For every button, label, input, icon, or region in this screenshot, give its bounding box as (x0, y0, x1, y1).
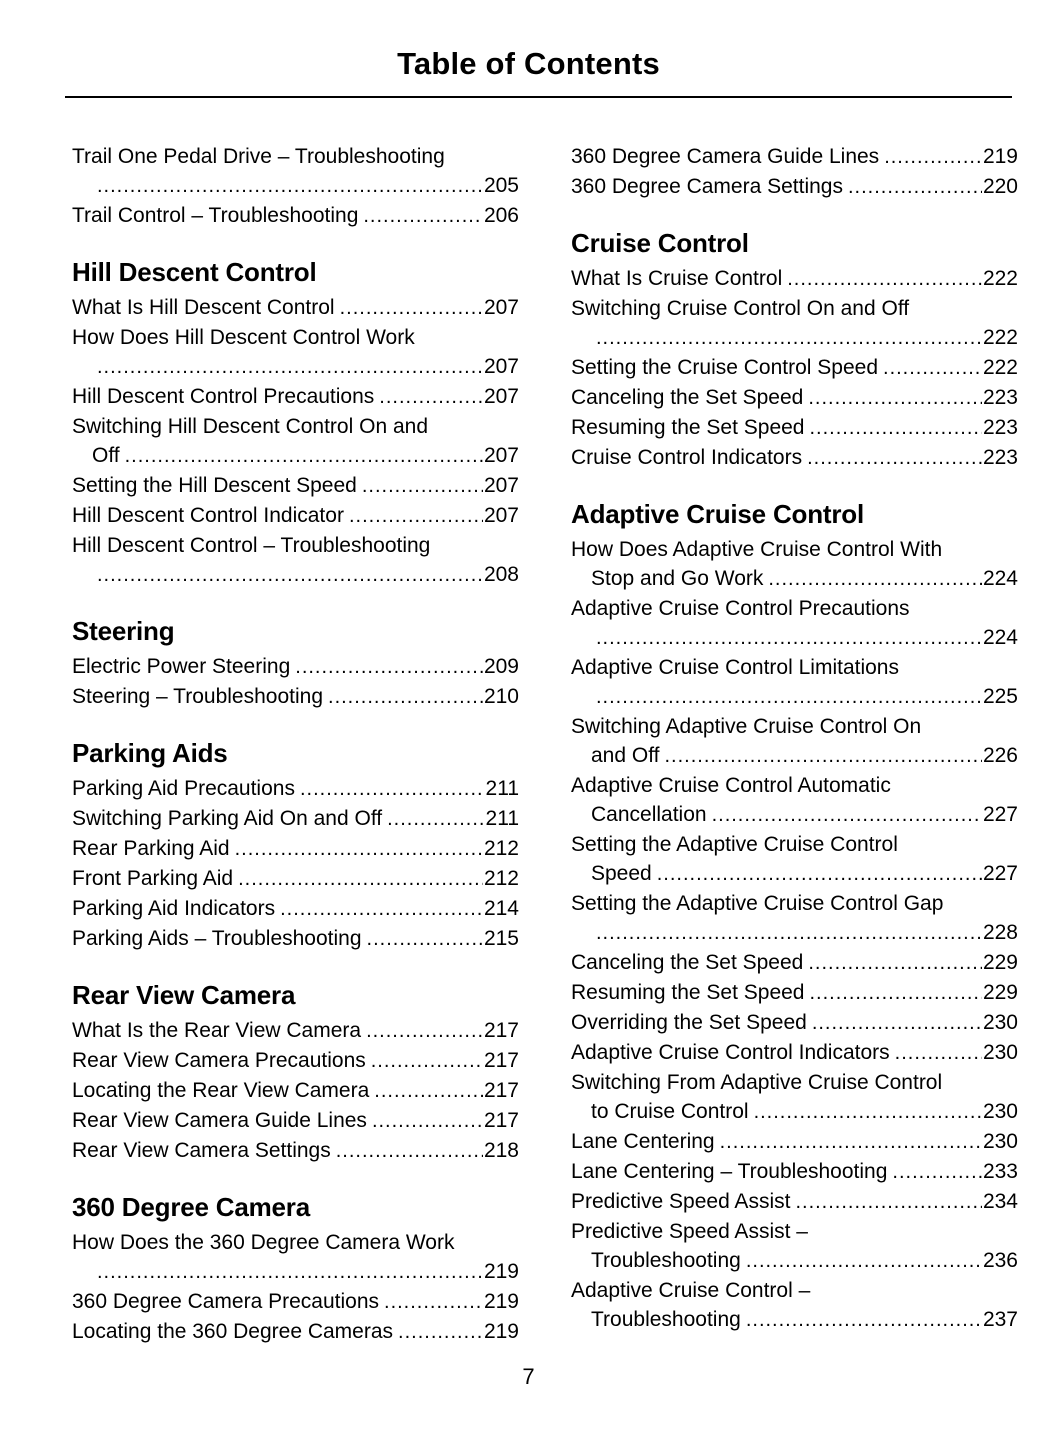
dot-leader (362, 471, 483, 501)
toc-entry-line (72, 1016, 519, 1046)
toc-entry-line (571, 1246, 1018, 1276)
toc-entry-line (72, 864, 519, 894)
toc-entry[interactable] (72, 1287, 519, 1317)
entry-page-number: 233 (982, 1160, 1018, 1183)
toc-entry[interactable] (571, 830, 1018, 889)
entry-title-text: Switching Parking Aid On and Off (72, 807, 383, 830)
entry-title-text: Locating the Rear View Camera (72, 1079, 370, 1102)
toc-entry-line (72, 560, 519, 590)
dot-leader (596, 623, 982, 653)
entry-page-number: 229 (982, 951, 1018, 974)
toc-entry[interactable] (571, 1127, 1018, 1157)
dot-leader (97, 1257, 483, 1287)
toc-entry-line (72, 201, 519, 231)
toc-entry-line (571, 1038, 1018, 1068)
entry-title-text: Parking Aid Indicators (72, 897, 276, 920)
toc-entry-line (571, 564, 1018, 594)
entry-title-text: Switching Cruise Control On and Off (571, 297, 910, 320)
toc-entry-line (571, 682, 1018, 712)
dot-leader (367, 924, 483, 954)
dot-leader (665, 741, 982, 771)
toc-entry[interactable] (72, 201, 519, 231)
toc-entry[interactable] (72, 1317, 519, 1347)
entry-page-number: 209 (483, 655, 519, 678)
entry-title-text: Resuming the Set Speed (571, 981, 805, 1004)
toc-entry-line (571, 918, 1018, 948)
toc-entry-line (72, 924, 519, 954)
toc-entry-line (72, 1076, 519, 1106)
toc-entry-line (72, 1317, 519, 1347)
entry-page-number: 223 (982, 416, 1018, 439)
dot-leader (809, 978, 981, 1008)
dot-leader (884, 142, 982, 172)
dot-leader (596, 918, 982, 948)
dot-leader (808, 948, 982, 978)
entry-title-text: Lane Centering (571, 1130, 715, 1153)
section-heading: Hill Descent Control (72, 257, 317, 287)
entry-page-number: 222 (982, 356, 1018, 379)
entry-page-number: 217 (483, 1109, 519, 1132)
entry-page-number: 212 (483, 837, 519, 860)
entry-title-text: Switching From Adaptive Cruise Control (571, 1071, 943, 1094)
entry-page-number: 234 (982, 1190, 1018, 1213)
toc-entry-line (72, 804, 519, 834)
toc-entry-line (571, 948, 1018, 978)
dot-leader (596, 682, 982, 712)
toc-entry-line (571, 1187, 1018, 1217)
toc-entry[interactable] (72, 531, 519, 590)
dot-leader (809, 413, 981, 443)
toc-entry-line (72, 293, 519, 323)
toc-entry-line (571, 978, 1018, 1008)
toc-entry-line (571, 800, 1018, 830)
toc-entry[interactable] (72, 894, 519, 924)
toc-entry[interactable] (571, 264, 1018, 294)
entry-page-number: 223 (982, 386, 1018, 409)
toc-entry-line (72, 834, 519, 864)
entry-page-number: 236 (982, 1249, 1018, 1272)
entry-title-text: Predictive Speed Assist (571, 1190, 791, 1213)
section-heading: Steering (72, 616, 175, 646)
dot-leader (883, 353, 982, 383)
entry-title-text: Troubleshooting (591, 1308, 741, 1331)
entry-page-number: 207 (483, 355, 519, 378)
entry-page-number: 211 (485, 807, 519, 830)
dot-leader (300, 774, 485, 804)
entry-page-number: 205 (483, 174, 519, 197)
entry-title-text: Adaptive Cruise Control – (571, 1279, 811, 1302)
entry-page-number: 211 (485, 777, 519, 800)
entry-title-text: Steering – Troubleshooting (72, 685, 324, 708)
dot-leader (374, 1076, 483, 1106)
entry-title-text: to Cruise Control (591, 1100, 749, 1123)
toc-entry-line (72, 171, 519, 201)
page-number: 7 (522, 1364, 535, 1389)
entry-title-text: Parking Aid Precautions (72, 777, 295, 800)
toc-entry-line (571, 383, 1018, 413)
entry-page-number: 217 (483, 1019, 519, 1042)
entry-page-number: 206 (483, 204, 519, 227)
entry-title-text: Off (92, 444, 120, 467)
toc-entry-line (571, 413, 1018, 443)
entry-page-number: 207 (483, 444, 519, 467)
dot-leader (746, 1305, 982, 1335)
entry-title-text: Rear Parking Aid (72, 837, 230, 860)
page-header (0, 0, 1057, 98)
toc-entry[interactable] (571, 172, 1018, 202)
toc-entry[interactable] (72, 1136, 519, 1166)
entry-title-text: What Is Cruise Control (571, 267, 783, 290)
dot-leader (768, 564, 982, 594)
dot-leader (808, 383, 982, 413)
toc-entry[interactable] (72, 323, 519, 382)
toc-entry-line (72, 1106, 519, 1136)
entry-title-text: Hill Descent Control – Troubleshooting (72, 534, 431, 557)
toc-entry[interactable] (571, 1276, 1018, 1335)
toc-entry[interactable] (72, 382, 519, 412)
entry-page-number: 207 (483, 296, 519, 319)
toc-entry-line (571, 741, 1018, 771)
toc-entry[interactable] (571, 771, 1018, 830)
entry-page-number: 208 (483, 563, 519, 586)
dot-leader (97, 352, 483, 382)
entry-page-number: 219 (483, 1260, 519, 1283)
toc-entry[interactable] (571, 294, 1018, 353)
toc-entry-line (72, 441, 519, 471)
section-heading: Rear View Camera (72, 980, 296, 1010)
toc-entry[interactable] (571, 1008, 1018, 1038)
entry-title-text: Setting the Adaptive Cruise Control (571, 833, 898, 856)
entry-title-text: Cancellation (591, 803, 707, 826)
dot-leader (336, 1136, 483, 1166)
toc-entry-line (571, 830, 1018, 859)
toc-entry[interactable] (571, 948, 1018, 978)
entry-page-number: 230 (982, 1011, 1018, 1034)
toc-entry[interactable] (571, 1068, 1018, 1127)
toc-entry-line (571, 1276, 1018, 1305)
entry-page-number: 228 (982, 921, 1018, 944)
toc-entry-line (72, 1228, 519, 1257)
toc-entry-line (571, 264, 1018, 294)
entry-page-number: 210 (483, 685, 519, 708)
entry-page-number: 212 (483, 867, 519, 890)
entry-page-number: 219 (483, 1320, 519, 1343)
entry-page-number: 217 (483, 1079, 519, 1102)
toc-entry[interactable] (571, 413, 1018, 443)
toc-entry-line (571, 323, 1018, 353)
entry-page-number: 230 (982, 1130, 1018, 1153)
section-heading: Adaptive Cruise Control (571, 499, 864, 529)
entry-title-text: Switching Hill Descent Control On and (72, 415, 428, 438)
toc-entry-line (72, 894, 519, 924)
entry-title-text: 360 Degree Camera Settings (571, 175, 843, 198)
entry-title-text: 360 Degree Camera Precautions (72, 1290, 380, 1313)
dot-leader (235, 834, 483, 864)
toc-entry-line (72, 412, 519, 441)
entry-page-number: 222 (982, 267, 1018, 290)
entry-title-text: Stop and Go Work (591, 567, 764, 590)
toc-column-2 (571, 142, 1018, 1347)
toc-entry-line (571, 172, 1018, 202)
dot-leader (720, 1127, 982, 1157)
toc-entry-line (72, 382, 519, 412)
entry-page-number: 230 (982, 1100, 1018, 1123)
entry-page-number: 223 (982, 446, 1018, 469)
dot-leader (848, 172, 982, 202)
entry-title-text: Troubleshooting (591, 1249, 741, 1272)
entry-title-text: How Does Hill Descent Control Work (72, 326, 415, 349)
toc-entry-line (571, 294, 1018, 323)
dot-leader (787, 264, 982, 294)
dot-leader (712, 800, 982, 830)
toc-entry-line (571, 889, 1018, 918)
toc-entry-line (571, 1157, 1018, 1187)
entry-title-text: Hill Descent Control Precautions (72, 385, 375, 408)
toc-entry-line (72, 682, 519, 712)
toc-entry-line (72, 1136, 519, 1166)
entry-page-number: 207 (483, 474, 519, 497)
toc-entry-line (571, 1097, 1018, 1127)
toc-entry[interactable] (72, 1076, 519, 1106)
entry-title-text: Adaptive Cruise Control Precautions (571, 597, 910, 620)
toc-entry[interactable] (571, 1187, 1018, 1217)
dot-leader (746, 1246, 982, 1276)
entry-title-text: How Does the 360 Degree Camera Work (72, 1231, 455, 1254)
toc-entry[interactable] (72, 1046, 519, 1076)
entry-page-number: 217 (483, 1049, 519, 1072)
toc-entry[interactable] (571, 383, 1018, 413)
page-title: Table of Contents (397, 46, 660, 81)
entry-page-number: 226 (982, 744, 1018, 767)
entry-title-text: Rear View Camera Precautions (72, 1049, 366, 1072)
toc-entry[interactable] (571, 1038, 1018, 1068)
dot-leader (812, 1008, 982, 1038)
dot-leader (398, 1317, 483, 1347)
toc-entry-line (72, 352, 519, 382)
entry-title-text: Switching Adaptive Cruise Control On (571, 715, 922, 738)
dot-leader (795, 1187, 982, 1217)
toc-entry[interactable] (72, 804, 519, 834)
toc-entry-line (571, 1305, 1018, 1335)
toc-entry-line (72, 142, 519, 171)
entry-title-text: 360 Degree Camera Guide Lines (571, 145, 880, 168)
entry-title-text: Canceling the Set Speed (571, 386, 804, 409)
toc-entry-line (571, 1217, 1018, 1246)
entry-title-text: Setting the Cruise Control Speed (571, 356, 879, 379)
dot-leader (97, 560, 483, 590)
toc-entry-line (571, 142, 1018, 172)
entry-page-number: 224 (982, 567, 1018, 590)
toc-entry[interactable] (571, 653, 1018, 712)
entry-page-number: 227 (982, 803, 1018, 826)
entry-title-text: What Is Hill Descent Control (72, 296, 335, 319)
entry-title-text: Adaptive Cruise Control Automatic (571, 774, 891, 797)
toc-entry-line (571, 443, 1018, 473)
toc-entry-line (72, 531, 519, 560)
entry-page-number: 207 (483, 385, 519, 408)
dot-leader (280, 894, 483, 924)
toc-entry[interactable] (72, 412, 519, 471)
entry-page-number: 214 (483, 897, 519, 920)
toc-entry-line (72, 1287, 519, 1317)
dot-leader (328, 682, 483, 712)
toc-entry[interactable] (72, 1106, 519, 1136)
entry-title-text: Overriding the Set Speed (571, 1011, 807, 1034)
dot-leader (754, 1097, 982, 1127)
entry-page-number: 225 (982, 685, 1018, 708)
toc-entry[interactable] (72, 1228, 519, 1287)
entry-page-number: 224 (982, 626, 1018, 649)
toc-entry-line (571, 535, 1018, 564)
toc-entry-line (72, 323, 519, 352)
toc-entry-line (571, 594, 1018, 623)
toc-entry[interactable] (72, 1016, 519, 1046)
toc-entry[interactable] (571, 353, 1018, 383)
toc-entry[interactable] (72, 924, 519, 954)
entry-title-text: Rear View Camera Guide Lines (72, 1109, 367, 1132)
dot-leader (895, 1038, 982, 1068)
toc-entry[interactable] (72, 293, 519, 323)
toc-columns (0, 98, 1057, 1347)
toc-entry[interactable] (72, 501, 519, 531)
toc-entry-line (571, 771, 1018, 800)
toc-entry-line (571, 1008, 1018, 1038)
dot-leader (657, 859, 982, 889)
toc-entry-line (571, 353, 1018, 383)
toc-entry[interactable] (72, 864, 519, 894)
entry-page-number: 220 (982, 175, 1018, 198)
entry-page-number: 237 (982, 1308, 1018, 1331)
dot-leader (596, 323, 982, 353)
toc-column-1 (72, 142, 519, 1347)
entry-title-text: Canceling the Set Speed (571, 951, 804, 974)
dot-leader (340, 293, 483, 323)
entry-title-text: Electric Power Steering (72, 655, 291, 678)
entry-title-text: Setting the Hill Descent Speed (72, 474, 357, 497)
entry-title-text: What Is the Rear View Camera (72, 1019, 362, 1042)
toc-entry[interactable] (571, 1157, 1018, 1187)
section-heading: Parking Aids (72, 738, 228, 768)
entry-title-text: Rear View Camera Settings (72, 1139, 331, 1162)
toc-entry[interactable] (72, 834, 519, 864)
toc-entry[interactable] (571, 978, 1018, 1008)
toc-entry-line (72, 1257, 519, 1287)
entry-title-text: How Does Adaptive Cruise Control With (571, 538, 943, 561)
entry-title-text: Trail One Pedal Drive – Troubleshooting (72, 145, 445, 168)
toc-entry-line (72, 501, 519, 531)
entry-title-text: Cruise Control Indicators (571, 446, 803, 469)
toc-entry[interactable] (571, 889, 1018, 948)
toc-entry[interactable] (72, 652, 519, 682)
toc-entry-line (571, 623, 1018, 653)
dot-leader (379, 382, 483, 412)
toc-entry-line (72, 652, 519, 682)
entry-page-number: 229 (982, 981, 1018, 1004)
toc-entry[interactable] (571, 712, 1018, 771)
entry-page-number: 222 (982, 326, 1018, 349)
toc-entry[interactable] (571, 443, 1018, 473)
entry-title-text: Adaptive Cruise Control Limitations (571, 656, 899, 679)
toc-entry-line (571, 653, 1018, 682)
entry-title-text: Parking Aids – Troubleshooting (72, 927, 362, 950)
entry-page-number: 215 (483, 927, 519, 950)
dot-leader (125, 441, 483, 471)
entry-title-text: and Off (591, 744, 660, 767)
toc-entry-line (571, 859, 1018, 889)
entry-title-text: Front Parking Aid (72, 867, 234, 890)
toc-entry[interactable] (571, 1217, 1018, 1276)
entry-page-number: 219 (483, 1290, 519, 1313)
toc-entry[interactable] (72, 142, 519, 201)
toc-entry-line (571, 1068, 1018, 1097)
dot-leader (892, 1157, 982, 1187)
section-heading: Cruise Control (571, 228, 749, 258)
toc-entry-line (72, 471, 519, 501)
dot-leader (363, 201, 483, 231)
dot-leader (238, 864, 483, 894)
entry-page-number: 207 (483, 504, 519, 527)
toc-entry-line (571, 1127, 1018, 1157)
toc-entry[interactable] (72, 774, 519, 804)
entry-title-text: Trail Control – Troubleshooting (72, 204, 359, 227)
dot-leader (387, 804, 484, 834)
toc-entry[interactable] (571, 594, 1018, 653)
entry-title-text: Resuming the Set Speed (571, 416, 805, 439)
toc-entry[interactable] (571, 142, 1018, 172)
entry-title-text: Lane Centering – Troubleshooting (571, 1160, 888, 1183)
toc-entry-line (72, 1046, 519, 1076)
section-heading: 360 Degree Camera (72, 1192, 310, 1222)
toc-entry[interactable] (571, 535, 1018, 594)
entry-title-text: Adaptive Cruise Control Indicators (571, 1041, 890, 1064)
toc-entry-line (571, 712, 1018, 741)
entry-title-text: Hill Descent Control Indicator (72, 504, 344, 527)
dot-leader (384, 1287, 483, 1317)
entry-page-number: 218 (483, 1139, 519, 1162)
entry-title-text: Locating the 360 Degree Cameras (72, 1320, 394, 1343)
entry-title-text: Predictive Speed Assist – (571, 1220, 808, 1243)
dot-leader (366, 1016, 483, 1046)
entry-page-number: 227 (982, 862, 1018, 885)
dot-leader (372, 1106, 483, 1136)
entry-page-number: 219 (982, 145, 1018, 168)
entry-page-number: 230 (982, 1041, 1018, 1064)
dot-leader (349, 501, 483, 531)
entry-title-text: Setting the Adaptive Cruise Control Gap (571, 892, 944, 915)
dot-leader (97, 171, 483, 201)
dot-leader (295, 652, 483, 682)
dot-leader (807, 443, 982, 473)
toc-entry[interactable] (72, 471, 519, 501)
toc-entry-line (72, 774, 519, 804)
entry-title-text: Speed (591, 862, 652, 885)
dot-leader (371, 1046, 483, 1076)
toc-entry[interactable] (72, 682, 519, 712)
